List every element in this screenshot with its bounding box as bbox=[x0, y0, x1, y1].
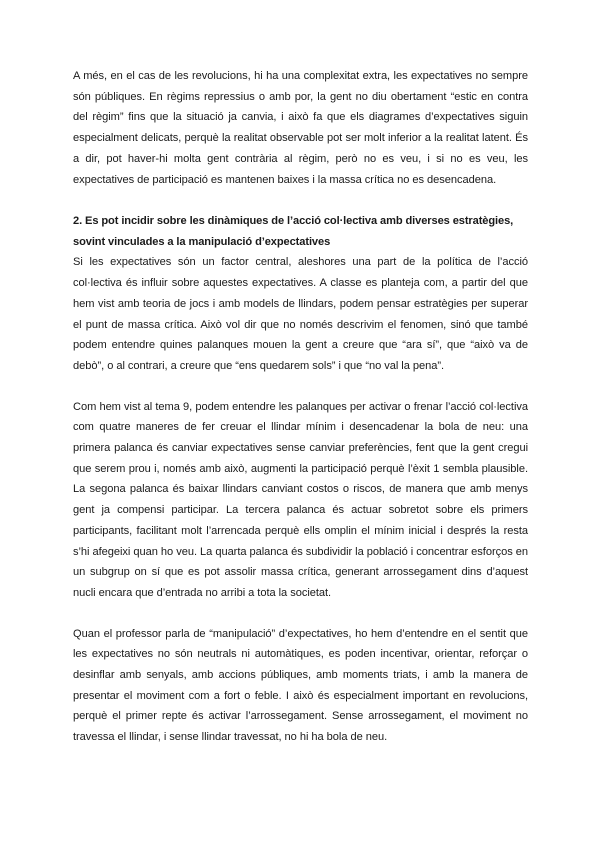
section-heading: 2. Es pot incidir sobre les dinàmiques de l’acció col·lectiva amb diverses estratègies, sovint vinculades a la manipulació d’expectatives bbox=[73, 215, 514, 248]
manipulation-paragraph: Quan el professor parla de “manipulació” d’expectatives, ho hem d’entendre en el sentit que les expectatives no són neutrals ni automàtiques, es poden incentivar, orientar, reforçar o desinflar amb senyals, amb accions públiques, amb moments triats, i amb la manera de presentar el moviment com a fort o feble. I això és especialment important en revolucions, perquè el primer repte és activar l’arrossegament. Sense arrossegament, el moviment no travessa el llindar, i sense llindar travessat, no hi ha bola de neu. bbox=[73, 627, 528, 744]
document-page bbox=[73, 66, 528, 748]
section-body-paragraph: Si les expectatives són un factor central, aleshores una part de la política de l’acció col·lectiva és influir sobre aquestes expectatives. A classe es planteja com, a partir del que hem vist amb teoria de jocs i amb models de llindars, podem pensar estratègies per superar el punt de massa crítica. Això vol dir que no només descrivim el fenomen, sinó que també podem entendre quines palanques mouen la gent a creure que “ara sí”, que “això va de debò”, o al contrari, a creure que “ens quedarem sols” i que “no val la pena”. bbox=[73, 256, 528, 372]
intro-paragraph: A més, en el cas de les revolucions, hi ha una complexitat extra, les expectatives no sempre són públiques. En règims repressius o amb por, la gent no diu obertament “estic en contra del règim” fins que la situació ja canvia, i això fa que els diagrames d’expectatives siguin especialment delicats, perquè la realitat observable pot ser molt inferior a la realitat latent. És a dir, pot haver-hi molta gent contrària al règim, però no es veu, i si no es veu, les expectatives de participació es mantenen baixes i la massa crítica no es desencadena. bbox=[73, 70, 528, 186]
levers-paragraph: Com hem vist al tema 9, podem entendre les palanques per activar o frenar l’acció col·lectiva com quatre maneres de fer creuar el llindar mínim i desencadenar la bola de neu: una primera palanca és canviar expectatives sense canviar preferències, fent que la gent cregui que serem prou i, només amb això, augmenti la participació perquè l’èxit 1 sembla plausible. La segona palanca és baixar llindars canviant costos o riscos, de manera que amb menys gent ja compensi participar. La tercera palanca és actuar sobretot sobre els primers participants, facilitant molt l’arrencada perquè ells omplin el mínim inicial i després la resta s’hi afegeixi quan ho veu. La quarta palanca és subdividir la població i concentrar esforços en un subgrup on sí que es pot assolir massa crítica, generant arrossegament dins d’aquest nucli encara que d’entrada no arribi a tota la societat. bbox=[73, 400, 528, 599]
